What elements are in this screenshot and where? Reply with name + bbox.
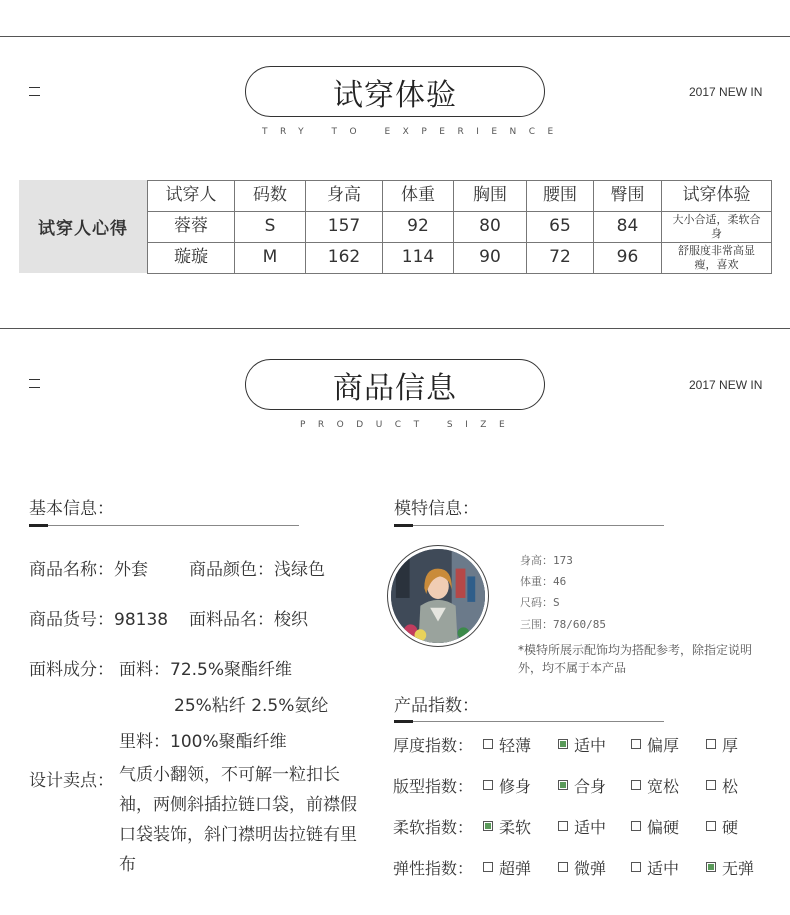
index-option[interactable]: 修身 (483, 774, 558, 797)
model-info-heading: 模特信息： (394, 499, 479, 519)
header-cell: 臀围 (594, 181, 662, 212)
index-option[interactable]: 无弹 (706, 856, 754, 879)
index-option[interactable]: 松 (706, 774, 738, 797)
model-size: 尺码：S (520, 596, 560, 609)
index-option[interactable]: 适中 (631, 856, 706, 879)
model-measurements: 三围：78/60/85 (520, 618, 606, 631)
model-info-rule (394, 525, 664, 526)
model-height: 身高：173 (520, 554, 573, 567)
checkbox-icon[interactable] (631, 821, 641, 831)
checkbox-checked-icon[interactable] (558, 739, 568, 749)
model-note: *模特所展示配饰均为搭配参考，除指定说明外，均不属于本产品 (518, 643, 753, 675)
index-rule (394, 721, 664, 722)
table-cell: 114 (383, 243, 454, 274)
index-option[interactable]: 偏硬 (631, 815, 706, 838)
index-option[interactable]: 宽松 (631, 774, 706, 797)
index-label: 版型指数： (393, 776, 474, 796)
checkbox-icon[interactable] (483, 739, 493, 749)
index-label: 柔软指数： (393, 817, 474, 837)
section-title: 试穿体验 (333, 77, 457, 113)
index-option[interactable]: 微弹 (558, 856, 631, 879)
index-option[interactable]: 硬 (706, 815, 738, 838)
fabric-name: 面料品名：梭织 (189, 610, 308, 630)
table-cell: 96 (594, 243, 662, 274)
header-cell: 体重 (383, 181, 454, 212)
model-avatar (387, 545, 489, 647)
table-cell: 84 (594, 212, 662, 243)
checkbox-icon[interactable] (706, 780, 716, 790)
header-cell: 试穿人 (148, 181, 235, 212)
index-option[interactable]: 超弹 (483, 856, 558, 879)
top-divider (0, 36, 790, 37)
checkbox-icon[interactable] (631, 739, 641, 749)
basic-info-heading: 基本信息： (29, 499, 114, 519)
index-option[interactable]: 适中 (558, 815, 631, 838)
index-option[interactable]: 轻薄 (483, 733, 558, 756)
index-label: 厚度指数： (393, 735, 474, 755)
section-subtitle: PRODUCT SIZE (300, 420, 518, 430)
model-weight: 体重：46 (520, 575, 567, 588)
index-option[interactable]: 合身 (558, 774, 631, 797)
table-cell-comment: 大小合适，柔软合身 (662, 212, 772, 243)
index-row-fit (393, 774, 738, 796)
new-in-tag: 2017 NEW IN (689, 378, 763, 392)
new-in-tag: 2017 NEW IN (689, 85, 763, 99)
table-cell: 蓉蓉 (148, 212, 235, 243)
product-name: 商品名称：外套 (29, 560, 148, 580)
table-cell: 璇璇 (148, 243, 235, 274)
index-row-softness (393, 815, 738, 837)
table-row (148, 243, 772, 274)
index-option[interactable]: 偏厚 (631, 733, 706, 756)
table-header-row (148, 181, 772, 212)
index-label: 弹性指数： (393, 858, 474, 878)
checkbox-icon[interactable] (558, 821, 568, 831)
table-cell: 162 (306, 243, 383, 274)
table-cell: S (235, 212, 306, 243)
table-cell: M (235, 243, 306, 274)
table-cell: 65 (527, 212, 594, 243)
checkbox-icon[interactable] (706, 821, 716, 831)
fitting-table (147, 180, 772, 274)
section-title-pill (245, 66, 545, 117)
product-sku: 商品货号：98138 (29, 610, 169, 630)
selling-text: 气质小翻领，不可解一粒扣长袖，两侧斜插拉链口袋，前襟假口袋装饰，斜门襟明齿拉链有里布 (119, 765, 357, 875)
section-title: 商品信息 (333, 370, 457, 406)
checkbox-checked-icon[interactable] (483, 821, 493, 831)
fitting-side-label: 试穿人心得 (19, 180, 147, 273)
checkbox-icon[interactable] (706, 739, 716, 749)
header-cell: 胸围 (454, 181, 527, 212)
basic-info-rule (29, 525, 299, 526)
checkbox-checked-icon[interactable] (706, 862, 716, 872)
table-cell-comment: 舒服度非常高显瘦，喜欢 (662, 243, 772, 274)
index-row-elasticity (393, 856, 754, 878)
fabric-line-2: 25%粘纤 2.5%氨纶 (174, 696, 329, 716)
checkbox-icon[interactable] (483, 780, 493, 790)
selling-label: 设计卖点： (29, 771, 114, 791)
index-heading: 产品指数： (394, 696, 479, 716)
table-cell: 92 (383, 212, 454, 243)
index-option[interactable]: 厚 (706, 733, 738, 756)
table-row (148, 212, 772, 243)
checkbox-icon[interactable] (483, 862, 493, 872)
fabric-line-1: 面料：72.5%聚酯纤维 (119, 660, 293, 680)
index-option[interactable]: 适中 (558, 733, 631, 756)
product-color: 商品颜色：浅绿色 (189, 560, 325, 580)
checkbox-icon[interactable] (631, 862, 641, 872)
table-cell: 157 (306, 212, 383, 243)
index-row-thickness (393, 733, 738, 755)
section-title-pill (245, 359, 545, 410)
header-cell: 身高 (306, 181, 383, 212)
checkbox-icon[interactable] (558, 862, 568, 872)
checkbox-icon[interactable] (631, 780, 641, 790)
table-cell: 72 (527, 243, 594, 274)
mid-divider (0, 328, 790, 329)
lining: 里料：100%聚酯纤维 (119, 732, 287, 752)
header-cell: 腰围 (527, 181, 594, 212)
table-cell: 90 (454, 243, 527, 274)
composition-label: 面料成分： (29, 660, 114, 680)
header-cell: 试穿体验 (662, 181, 772, 212)
header-cell: 码数 (235, 181, 306, 212)
menu-icon (29, 379, 40, 388)
index-option[interactable]: 柔软 (483, 815, 558, 838)
section-subtitle: TRY TO EXPERIENCE (262, 127, 566, 137)
checkbox-checked-icon[interactable] (558, 780, 568, 790)
menu-icon (29, 87, 40, 96)
table-cell: 80 (454, 212, 527, 243)
model-photo (391, 549, 485, 643)
